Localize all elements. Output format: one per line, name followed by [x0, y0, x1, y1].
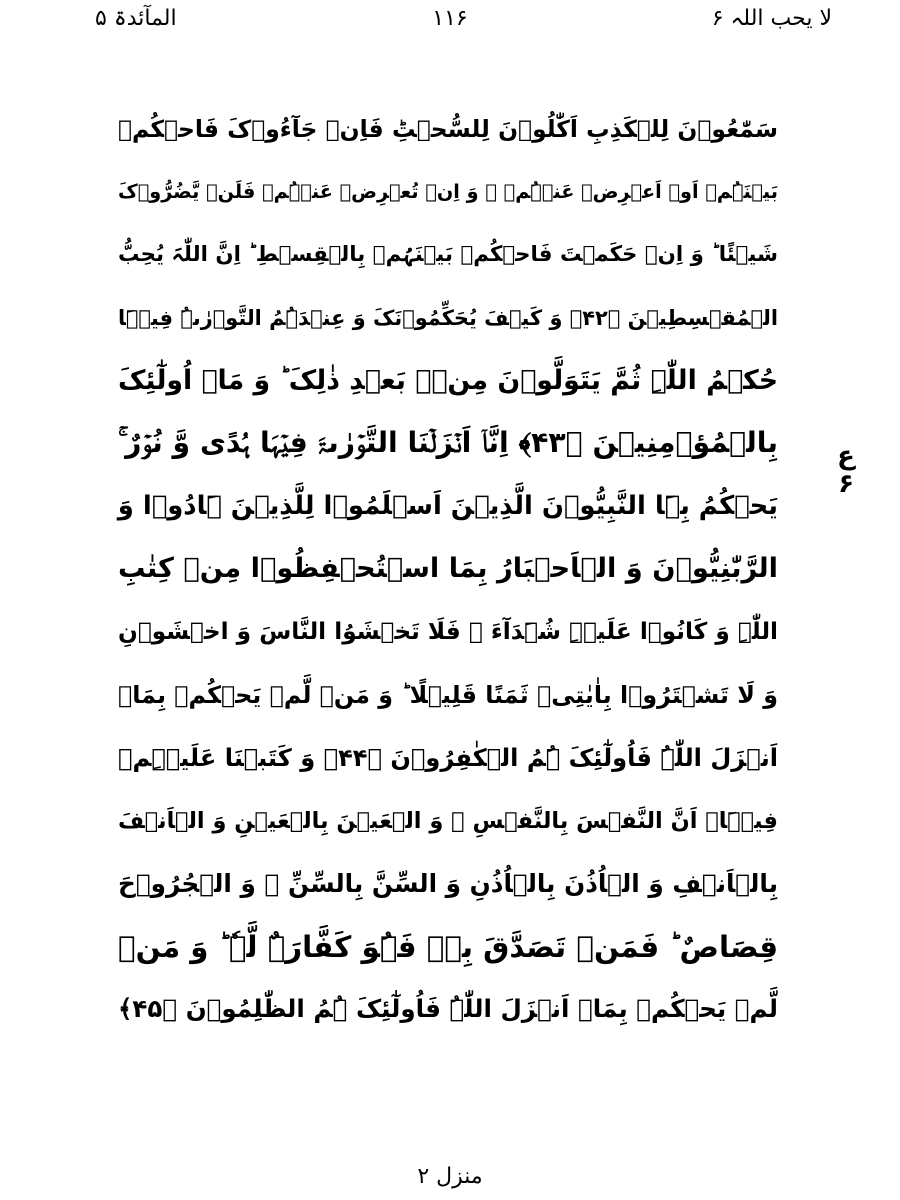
verse-line: بَیۡنَہُمۡ اَوۡ اَعۡرِضۡ عَنۡہُمۡ ۚ وَ اِنۡ تُعۡرِضۡ عَنۡہُمۡ فَلَنۡ یَّضُرُّوۡکَ	[118, 179, 778, 203]
verse-line: فِیۡہَاۤ اَنَّ النَّفۡسَ بِالنَّفۡسِ ۙ وَ الۡعَیۡنَ بِالۡعَیۡنِ وَ الۡاَنۡفَ	[118, 807, 778, 834]
verse-line: شَیۡئًا ؕ وَ اِنۡ حَکَمۡتَ فَاحۡکُمۡ بَیۡنَہُمۡ بِالۡقِسۡطِ ؕ اِنَّ اللّٰہَ یُحِبُّ	[118, 241, 778, 267]
verse-line: یَحۡکُمُ بِہَا النَّبِیُّوۡنَ الَّذِیۡنَ اَسۡلَمُوۡا لِلَّذِیۡنَ ہَادُوۡا وَ	[117, 491, 778, 522]
verse-line: الرَّبّٰنِیُّوۡنَ وَ الۡاَحۡبَارُ بِمَا اسۡتُحۡفِظُوۡا مِنۡ کِتٰبِ	[118, 553, 778, 585]
juz-header: لا یحب اللہ ۶	[711, 6, 832, 31]
verse-line: وَ لَا تَشۡتَرُوۡا بِاٰیٰتِیۡ ثَمَنًا قَلِیۡلًا ؕ وَ مَنۡ لَّمۡ یَحۡکُمۡ بِمَاۤ	[118, 681, 778, 710]
ruku-marker: ع ۶	[837, 441, 855, 499]
verse-line: لَّمۡ یَحۡکُمۡ بِمَاۤ اَنۡزَلَ اللّٰہُ فَاُولٰٓئِکَ ہُمُ الظّٰلِمُوۡنَ ﴿۴۵﴾	[118, 994, 778, 1024]
verse-line: حُکۡمُ اللّٰہِ ثُمَّ یَتَوَلَّوۡنَ مِنۡۢ بَعۡدِ ذٰلِکَ ؕ وَ مَاۤ اُولٰٓئِکَ	[117, 364, 778, 396]
verse-line: بِالۡاَنۡفِ وَ الۡاُذُنَ بِالۡاُذُنِ وَ السِّنَّ بِالسِّنِّ ۙ وَ الۡجُرُوۡحَ	[118, 868, 778, 898]
manzil-footer: منزل ۲	[417, 1164, 483, 1189]
page-number: ۱۱۶	[432, 6, 468, 31]
surah-header: المآئدۃ ۵	[95, 6, 177, 31]
verse-text-block	[118, 98, 778, 1041]
verse-line: بِالۡمُؤۡمِنِیۡنَ ﴿۴۳﴾ اِنَّاۤ اَنۡزَلۡنَا التَّوۡرٰىۃَ فِیۡہَا ہُدًی وَّ نُوۡرٌ ۚ	[118, 426, 778, 460]
verse-line: الۡمُقۡسِطِیۡنَ ﴿۴۲﴾ وَ کَیۡفَ یُحَکِّمُوۡنَکَ وَ عِنۡدَہُمُ التَّوۡرٰىۃُ فِیۡہَا	[118, 305, 778, 330]
verse-line: قِصَاصٌ ؕ فَمَنۡ تَصَدَّقَ بِہٖ فَہُوَ کَفَّارَۃٌ لَّہٗ ؕ وَ مَنۡ	[118, 929, 778, 964]
verse-line: سَمّٰعُوۡنَ لِلۡکَذِبِ اَکّٰلُوۡنَ لِلسُّحۡتِؕ فَاِنۡ جَآءُوۡکَ فَاحۡکُمۡ	[118, 115, 778, 143]
verse-line: اَنۡزَلَ اللّٰہُ فَاُولٰٓئِکَ ہُمُ الۡکٰفِرُوۡنَ ﴿۴۴﴾ وَ کَتَبۡنَا عَلَیۡہِمۡ	[118, 743, 778, 772]
verse-line: اللّٰہِ وَ کَانُوۡا عَلَیۡہِ شُہَدَآءَ ۚ فَلَا تَخۡشَوُا النَّاسَ وَ اخۡشَوۡنِ	[118, 618, 778, 646]
